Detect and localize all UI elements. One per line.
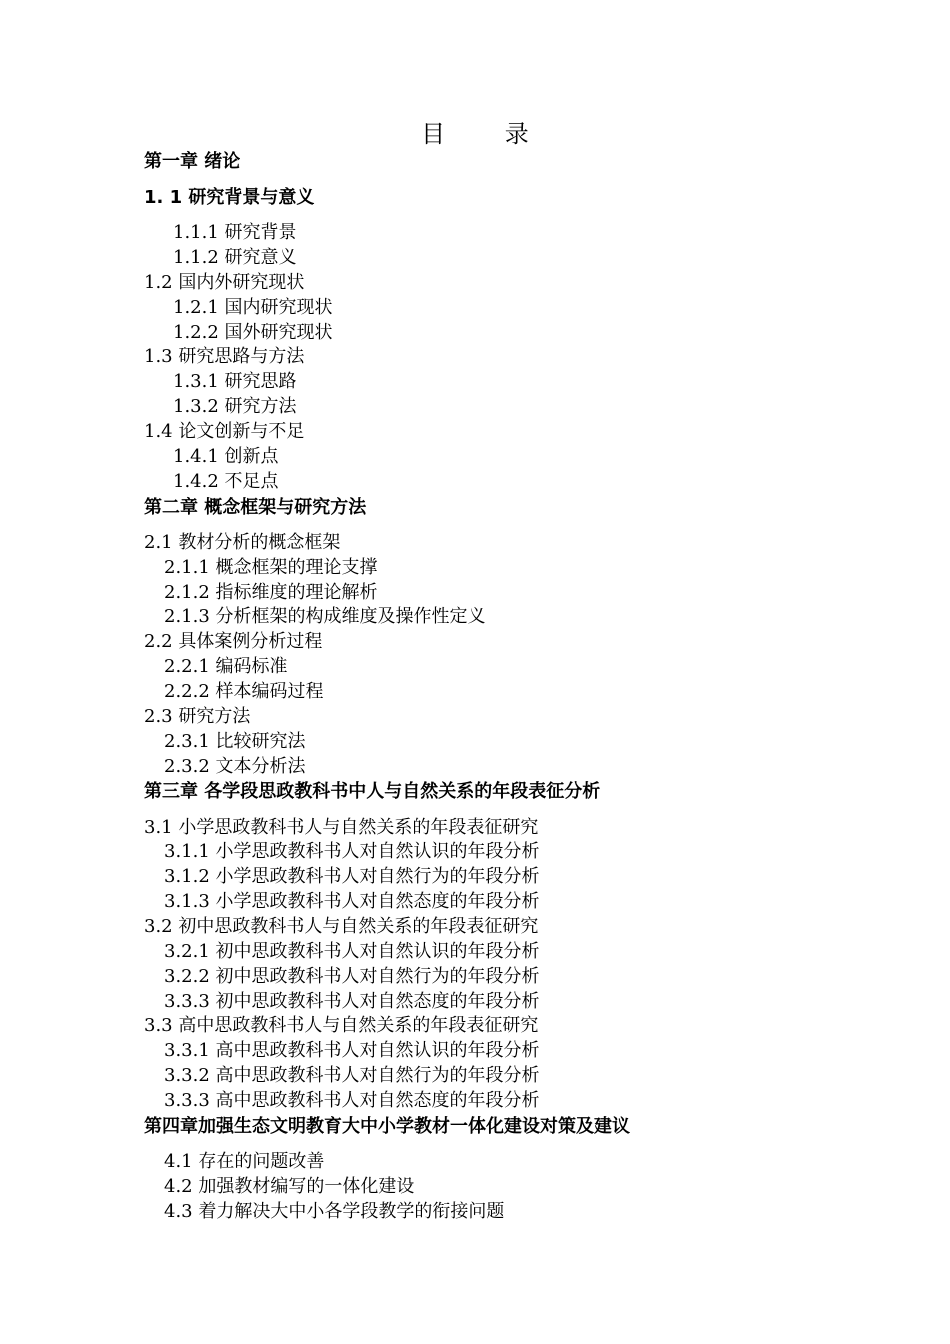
toc-subsection-3-3-1: 3.3.1 高中思政教科书人对自然认识的年段分析 [164,1040,540,1061]
toc-subsection-3-3-3: 3.3.3 高中思政教科书人对自然态度的年段分析 [164,1090,540,1111]
toc-section-4-1: 4.1 存在的问题改善 [164,1151,325,1172]
toc-section-1-1: 1. 1 研究背景与意义 [144,187,315,208]
toc-subsection-2-1-1: 2.1.1 概念框架的理论支撑 [164,557,378,578]
toc-section-2-2: 2.2 具体案例分析过程 [144,631,323,652]
toc-subsection-2-2-1: 2.2.1 编码标准 [164,656,288,677]
toc-section-3-2: 3.2 初中思政教科书人与自然关系的年段表征研究 [144,916,539,937]
toc-subsection-1-3-2: 1.3.2 研究方法 [173,396,297,417]
toc-section-4-3: 4.3 着力解决大中小各学段教学的衔接问题 [164,1201,505,1222]
toc-subsection-3-1-1: 3.1.1 小学思政教科书人对自然认识的年段分析 [164,841,540,862]
toc-chapter-2: 第二章 概念框架与研究方法 [144,497,367,518]
toc-subsection-1-4-2: 1.4.2 不足点 [173,471,279,492]
toc-title: 目 录 [421,120,555,148]
toc-subsection-1-2-2: 1.2.2 国外研究现状 [173,322,333,343]
toc-subsection-1-1-2: 1.1.2 研究意义 [173,247,297,268]
toc-subsection-3-2-3: 3.3.3 初中思政教科书人对自然态度的年段分析 [164,991,540,1012]
toc-subsection-1-1-1: 1.1.1 研究背景 [173,222,297,243]
toc-section-3-1: 3.1 小学思政教科书人与自然关系的年段表征研究 [144,817,539,838]
toc-section-1-4: 1.4 论文创新与不足 [144,421,305,442]
toc-subsection-2-1-3: 2.1.3 分析框架的构成维度及操作性定义 [164,606,486,627]
toc-chapter-4: 第四章加强生态文明教育大中小学教材一体化建设对策及建议 [144,1116,630,1137]
toc-subsection-2-3-2: 2.3.2 文本分析法 [164,756,306,777]
toc-section-2-3: 2.3 研究方法 [144,706,251,727]
toc-subsection-1-2-1: 1.2.1 国内研究现状 [173,297,333,318]
toc-section-1-3: 1.3 研究思路与方法 [144,346,305,367]
toc-subsection-3-1-2: 3.1.2 小学思政教科书人对自然行为的年段分析 [164,866,540,887]
toc-subsection-1-3-1: 1.3.1 研究思路 [173,371,297,392]
toc-subsection-1-4-1: 1.4.1 创新点 [173,446,279,467]
toc-section-3-3: 3.3 高中思政教科书人与自然关系的年段表征研究 [144,1015,539,1036]
toc-section-1-2: 1.2 国内外研究现状 [144,272,305,293]
toc-subsection-2-2-2: 2.2.2 样本编码过程 [164,681,324,702]
toc-subsection-2-3-1: 2.3.1 比较研究法 [164,731,306,752]
toc-section-4-2: 4.2 加强教材编写的一体化建设 [164,1176,415,1197]
toc-section-2-1: 2.1 教材分析的概念框架 [144,532,341,553]
toc-subsection-3-2-2: 3.2.2 初中思政教科书人对自然行为的年段分析 [164,966,540,987]
toc-subsection-2-1-2: 2.1.2 指标维度的理论解析 [164,582,378,603]
toc-chapter-3: 第三章 各学段思政教科书中人与自然关系的年段表征分析 [144,781,601,802]
toc-subsection-3-2-1: 3.2.1 初中思政教科书人对自然认识的年段分析 [164,941,540,962]
toc-chapter-1: 第一章 绪论 [144,151,241,172]
toc-subsection-3-1-3: 3.1.3 小学思政教科书人对自然态度的年段分析 [164,891,540,912]
toc-subsection-3-3-2: 3.3.2 高中思政教科书人对自然行为的年段分析 [164,1065,540,1086]
